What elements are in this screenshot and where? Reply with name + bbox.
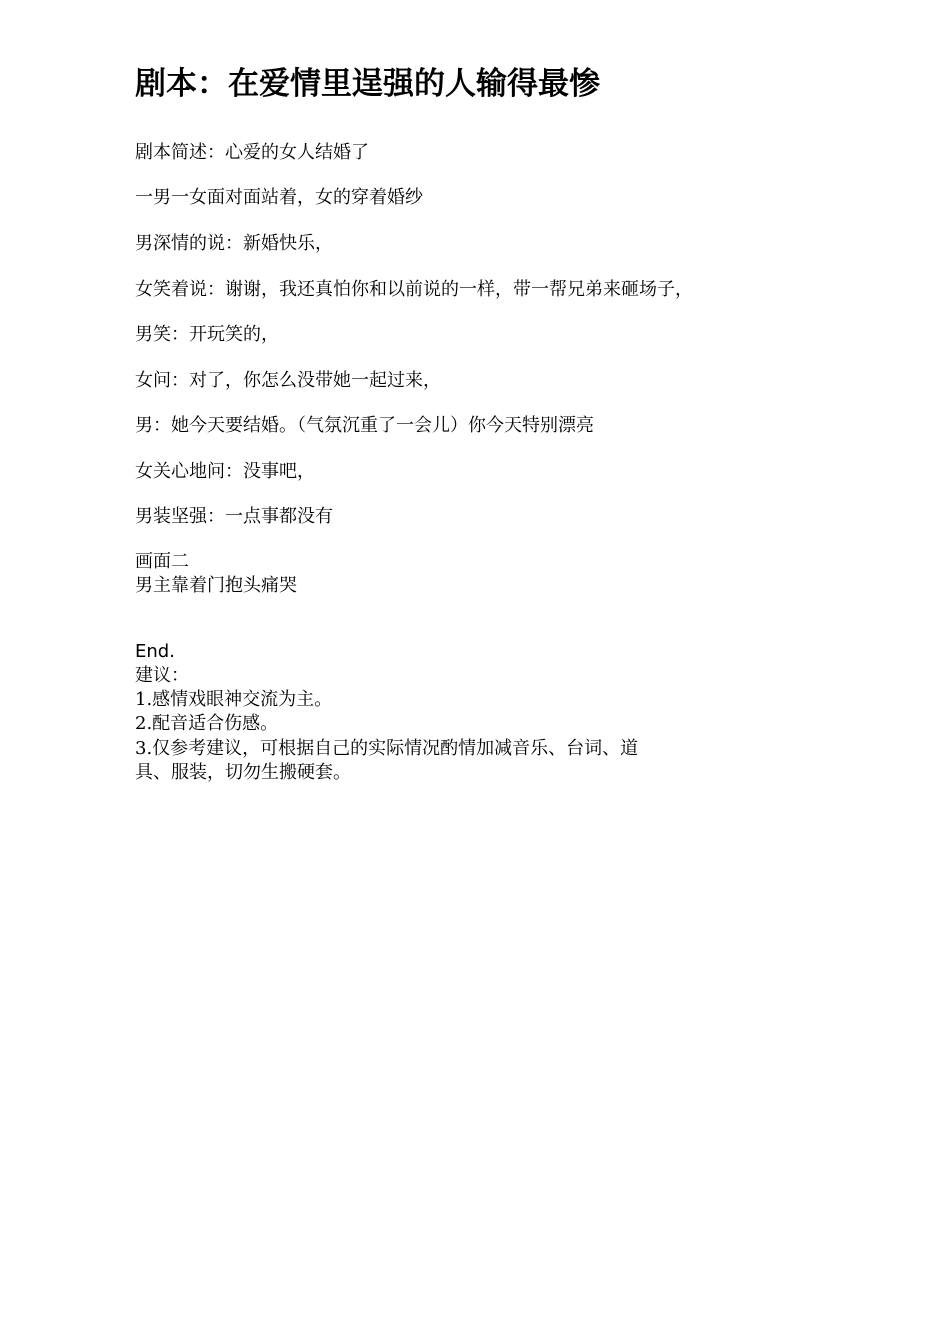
document-title: 剧本：在爱情里逞强的人输得最惨 [135, 66, 600, 102]
suggestion-item: 1.感情戏眼神交流为主。 [135, 689, 333, 710]
scene-line: 男主靠着门抱头痛哭 [135, 575, 297, 596]
script-synopsis: 剧本简述：心爱的女人结婚了 [135, 142, 369, 163]
suggestion-item: 2.配音适合伤感。 [135, 713, 279, 734]
script-line: 女关心地问：没事吧， [135, 461, 315, 482]
script-line: 女问：对了，你怎么没带她一起过来， [135, 370, 441, 391]
suggestion-item: 具、服装，切勿生搬硬套。 [135, 762, 351, 783]
script-line: 男深情的说：新婚快乐， [135, 233, 333, 254]
script-line: 男笑：开玩笑的， [135, 324, 279, 345]
end-marker: End. [135, 641, 175, 662]
script-line: 男装坚强：一点事都没有 [135, 506, 333, 527]
suggestion-item: 3.仅参考建议，可根据自己的实际情况酌情加减音乐、台词、道 [135, 738, 639, 759]
script-line: 一男一女面对面站着，女的穿着婚纱 [135, 187, 423, 208]
scene-heading: 画面二 [135, 551, 189, 572]
script-line: 女笑着说：谢谢，我还真怕你和以前说的一样，带一帮兄弟来砸场子， [135, 279, 693, 300]
script-line: 男：她今天要结婚。（气氛沉重了一会儿）你今天特别漂亮 [135, 415, 594, 436]
suggestions-label: 建议： [135, 665, 189, 686]
